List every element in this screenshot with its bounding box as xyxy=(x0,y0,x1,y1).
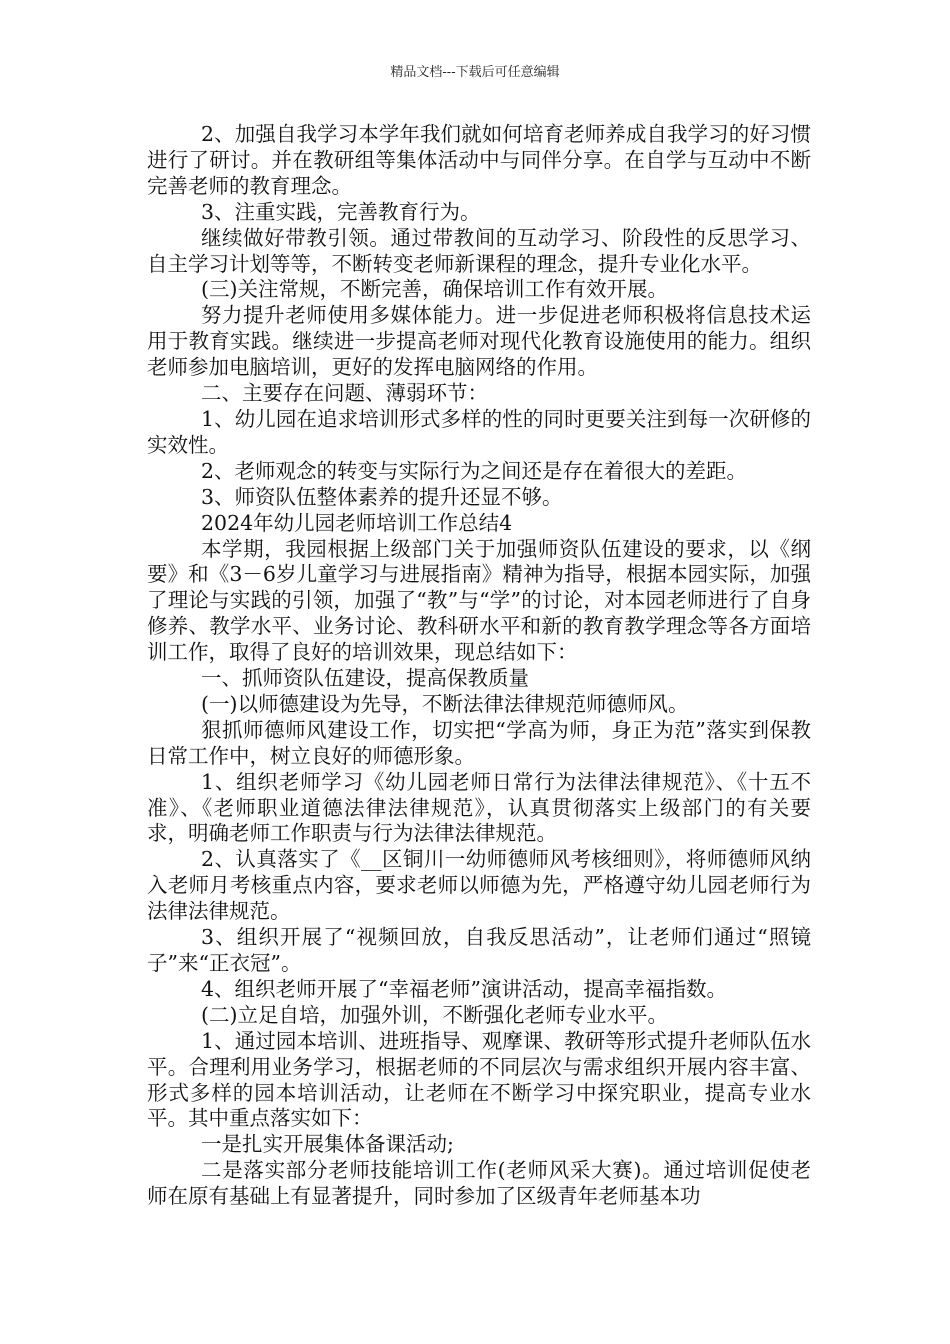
page-header: 精品文档---下载后可任意编辑 xyxy=(390,65,560,80)
paragraph: 狠抓师德师风建设工作，切实把“学高为师，身正为范”落实到保教日常工作中，树立良好的师德形象。 xyxy=(147,717,811,768)
paragraph: 一是扎实开展集体备课活动; xyxy=(201,1132,454,1157)
section-heading: 一、抓师资队伍建设，提高保教质量 xyxy=(201,666,529,691)
subsection-heading: (一)以师德建设为先导，不断法律法律规范师德师风。 xyxy=(201,691,689,716)
paragraph: 努力提升老师使用多媒体能力。进一步促进老师积极将信息技术运用于教育实践。继续进一步提高老师对现代化教育设施使用的能力。组织老师参加电脑培训，更好的发挥电脑网络的作用。 xyxy=(147,303,811,380)
subsection-heading: (二)立足自培，加强外训，不断强化老师专业水平。 xyxy=(201,1002,668,1027)
paragraph: 继续做好带教引领。通过带教间的互动学习、阶段性的反思学习、自主学习计划等等，不断转变老师新课程的理念，提升专业化水平。 xyxy=(147,225,811,276)
paragraph: 本学期，我园根据上级部门关于加强师资队伍建设的要求，以《纲要》和《3－6岁儿童学习与进展指南》精神为指导，根据本园实际，加强了理论与实践的引领，加强了“教”与“学”的讨论，对本园老师进行了自身修养、教学水平、业务讨论、教科研水平和新的教育教学理念等各方面培训工作，取得了良好的培训效果，现总结如下： xyxy=(147,536,811,665)
paragraph: 4、组织老师开展了“幸福老师”演讲活动，提高幸福指数。 xyxy=(201,976,728,1001)
paragraph: 2、老师观念的转变与实际行为之间还是存在着很大的差距。 xyxy=(201,458,748,483)
paragraph: 1、组织老师学习《幼儿园老师日常行为法律法律规范》、《十五不准》、《老师职业道德法律法律规范》，认真贯彻落实上级部门的有关要求，明确老师工作职责与行为法律法律规范。 xyxy=(147,769,811,846)
document-title: 2024年幼儿园老师培训工作总结4 xyxy=(201,510,513,535)
paragraph: 2、认真落实了《__区铜川一幼师德师风考核细则》，将师德师风纳入老师月考核重点内容，要求老师以师德为先，严格遵守幼儿园老师行为法律法律规范。 xyxy=(147,847,811,924)
document-body xyxy=(147,122,811,1210)
paragraph: 3、师资队伍整体素养的提升还显不够。 xyxy=(201,484,563,509)
paragraph: (三)关注常规，不断完善，确保培训工作有效开展。 xyxy=(201,277,668,302)
paragraph: 2、加强自我学习本学年我们就如何培育老师养成自我学习的好习惯进行了研讨。并在教研组等集体活动中与同伴分享。在自学与互动中不断完善老师的教育理念。 xyxy=(147,122,811,198)
paragraph: 1、幼儿园在追求培训形式多样的性的同时更要关注到每一次研修的实效性。 xyxy=(147,406,811,457)
paragraph: 1、通过园本培训、进班指导、观摩课、教研等形式提升老师队伍水平。合理利用业务学习，根据老师的不同层次与需求组织开展内容丰富、形式多样的园本培训活动，让老师在不断学习中探究职业，提高专业水平。其中重点落实如下： xyxy=(147,1028,811,1131)
paragraph: 3、组织开展了“视频回放，自我反思活动”，让老师们通过“照镜子”来“正衣冠”。 xyxy=(147,925,811,975)
section-heading: 二、主要存在问题、薄弱环节： xyxy=(201,381,488,406)
paragraph: 二是落实部分老师技能培训工作(老师风采大赛)。通过培训促使老师在原有基础上有显著提升，同时参加了区级青年老师基本功 xyxy=(147,1158,811,1209)
paragraph: 3、注重实践，完善教育行为。 xyxy=(201,199,481,224)
